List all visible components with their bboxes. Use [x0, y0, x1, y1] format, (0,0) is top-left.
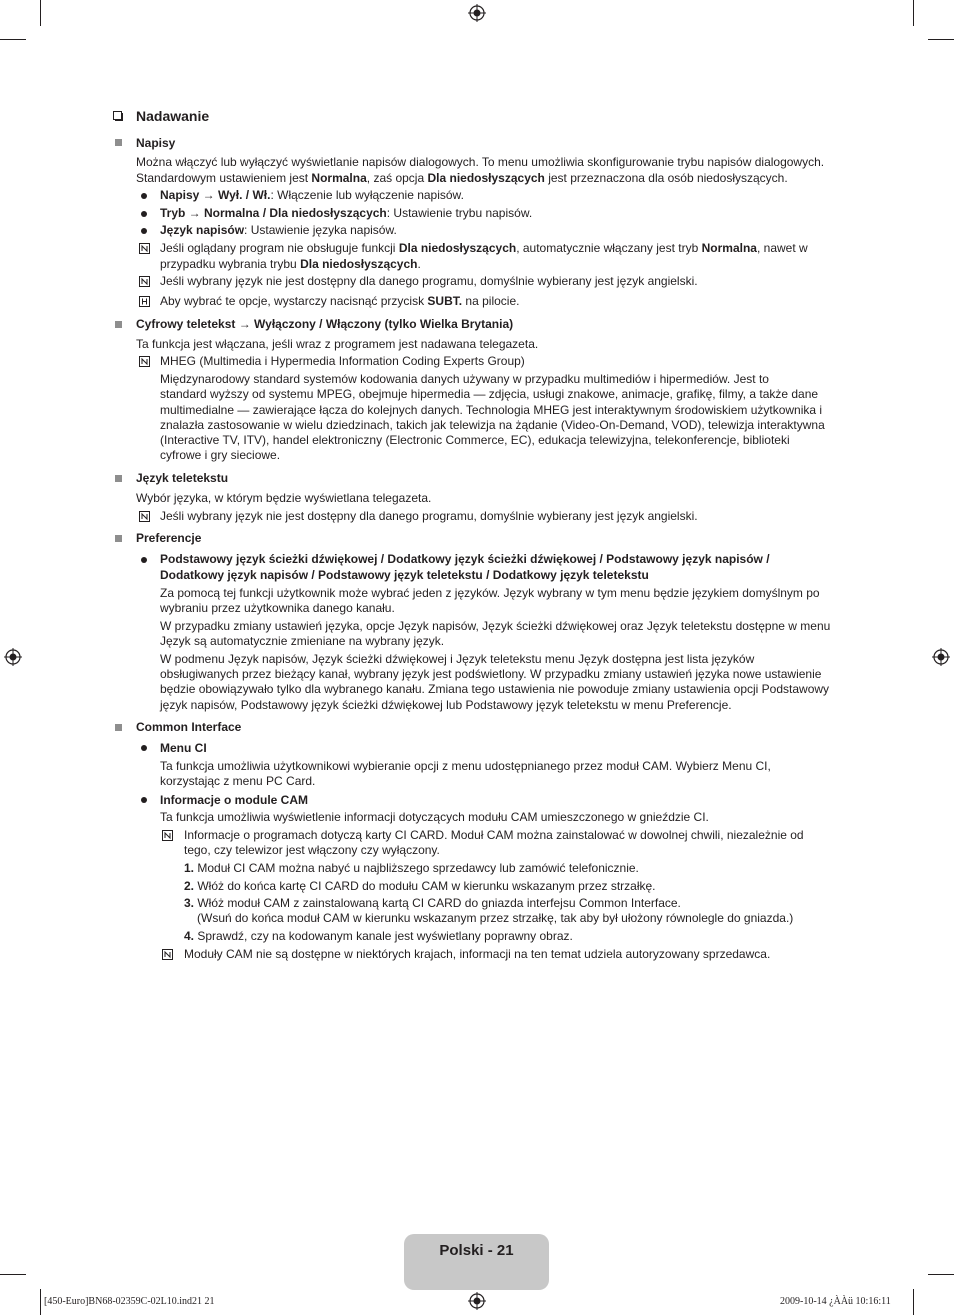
- note-text: tego, czy telewizor jest włączony czy wyłączony.: [184, 843, 440, 857]
- remote-button-icon: [139, 296, 150, 307]
- paragraph-line: Ta funkcja umożliwia użytkownikowi wybieranie opcji z menu udostępnianego przez moduł CAM. Wybierz Menu CI,: [160, 759, 771, 773]
- step-item-continuation: (Wsuń do końca moduł CAM w kierunku wskazanym przez strzałkę, tak aby był ułożony równolegle do gniazda.): [197, 911, 794, 925]
- paragraph-line: będzie obowiązywało tylko dla wybranego kanału. Zmiana tego ustawienia nie powoduje zmiany ustawienia opcji Podstawowy: [160, 682, 830, 696]
- bullet-icon: [141, 797, 147, 803]
- note-text: Moduły CAM nie są dostępne w niektórych krajach, informacji na ten temat udziela autoryzowany sprzedawca.: [184, 947, 771, 961]
- square-bullet-icon: [115, 475, 122, 482]
- bullet-icon: [141, 745, 147, 751]
- napisy-intro: Można włączyć lub wyłączyć wyświetlanie napisów dialogowych. To menu umożliwia skonfigurowanie trybu napisów dialogowych.: [136, 155, 825, 169]
- teletext-heading: Cyfrowy teletekst → Wyłączony / Włączony (tylko Wielka Brytania): [136, 317, 514, 331]
- list-item: Dodatkowy język napisów / Podstawowy język teletekstu / Dodatkowy język teletekstu: [160, 568, 649, 582]
- menu-ci-heading: Menu CI: [160, 741, 207, 755]
- paragraph-line: W przypadku zmiany ustawień języka, opcje Język napisów, Język ścieżki dźwiękowej oraz Język teletekstu dostępne w menu: [160, 619, 831, 633]
- ci-heading: Common Interface: [136, 720, 242, 734]
- list-item: Podstawowy język ścieżki dźwiękowej / Dodatkowy język ścieżki dźwiękowej / Podstawowy język napisów /: [160, 552, 770, 566]
- paragraph-line: obsługiwanych przez bieżący kanał, wybrany język jest podświetlony. W przypadku zmiany ustawień języka nowe ustawienie: [160, 667, 822, 681]
- lang-teletext-heading: Język teletekstu: [136, 471, 229, 485]
- note-text: Jeśli wybrany język nie jest dostępny dla danego programu, domyślnie wybierany jest język angielski.: [160, 509, 698, 523]
- note-icon: [139, 356, 150, 367]
- paragraph-line: Międzynarodowy standard systemów kodowania danych używany w przypadku multimediów i hipermediów. Jest to: [160, 372, 769, 386]
- registration-mark-icon: [468, 4, 486, 22]
- paragraph-line: Za pomocą tej funkcji użytkownik może wybrać jeden z języków. Język wybrany w tym menu będzie językiem domyślnym po: [160, 586, 820, 600]
- paragraph-line: Ta funkcja umożliwia wyświetlenie informacji dotyczących modułu CAM umieszczonego w gnieździe CI.: [160, 810, 709, 824]
- paragraph-line: korzystając z menu PC Card.: [160, 774, 316, 788]
- lang-teletext-intro: Wybór języka, w którym będzie wyświetlana telegazeta.: [136, 491, 432, 505]
- crop-mark: [40, 1289, 41, 1315]
- note-text: MHEG (Multimedia i Hypermedia Information Coding Experts Group): [160, 354, 525, 368]
- bullet-icon: [141, 211, 147, 217]
- crop-mark: [0, 39, 26, 40]
- step-item: 4. Sprawdź, czy na kodowanym kanale jest wyświetlany poprawny obraz.: [184, 929, 573, 943]
- note-text: Aby wybrać te opcje, wystarczy nacisnąć przycisk SUBT. na pilocie.: [160, 294, 520, 308]
- section-title: Nadawanie: [136, 108, 210, 124]
- crop-mark: [913, 1289, 914, 1315]
- bullet-icon: [141, 228, 147, 234]
- napisy-intro-line2: Standardowym ustawieniem jest Normalna, zaś opcja Dla niedosłyszących jest przeznaczona dla osób niedosłyszących.: [136, 171, 788, 185]
- note-icon: [139, 276, 150, 287]
- note-text: Jeśli wybrany język nie jest dostępny dla danego programu, domyślnie wybierany jest język angielski.: [160, 274, 698, 288]
- bullet-icon: [141, 193, 147, 199]
- registration-mark-icon: [932, 648, 950, 666]
- paragraph-line: W podmenu Język napisów, Język ścieżki dźwiękowej i Język teletekstu menu Język dostępna jest lista języków: [160, 652, 755, 666]
- paragraph-line: język napisów, Podstawowy język ścieżki dźwiękowej lub Podstawowy język teletekstu w menu Preferencje.: [160, 698, 732, 712]
- list-item: Napisy → Wył. / Wł.: Włączenie lub wyłączenie napisów.: [160, 188, 464, 202]
- square-bullet-icon: [115, 724, 122, 731]
- paragraph-line: wybraniu przez użytkownika danego kanału.: [160, 601, 395, 615]
- note-text: przypadku wybrania trybu Dla niedosłyszących.: [160, 257, 421, 271]
- napisy-heading: Napisy: [136, 136, 176, 150]
- crop-mark: [913, 0, 914, 26]
- registration-mark-icon: [468, 1292, 486, 1310]
- footer-file-slug: [450-Euro]BN68-02359C-02L10.ind21 21: [44, 1296, 215, 1307]
- crop-mark: [928, 39, 954, 40]
- crop-mark: [928, 1274, 954, 1275]
- list-item: Język napisów: Ustawienie języka napisów.: [160, 223, 397, 237]
- note-text: Jeśli oglądany program nie obsługuje funkcji Dla niedosłyszących, automatycznie włączany jest tryb Normalna, nawet w: [160, 241, 808, 255]
- paragraph-line: znalazła zastosowanie w wielu dziedzinach, takich jak telewizja na żądanie (Video-On-Demand, VOD), telewizja interaktywna: [160, 418, 825, 432]
- footer-timestamp: 2009-10-14 ¿ÀÀü 10:16:11: [780, 1296, 891, 1307]
- note-icon: [139, 511, 150, 522]
- paragraph-line: (Interactive TV, ITV), handel elektroniczny (Electronic Commerce, EC), edukacja telewizyjna, telekonferencje, biblioteki: [160, 433, 790, 447]
- paragraph-line: multimedialne — zawierające łącza do kolejnych danych. Technologia MHEG jest interaktywnym środowiskiem użytkownika i: [160, 403, 823, 417]
- registration-mark-icon: [4, 648, 22, 666]
- teletext-intro: Ta funkcja jest włączana, jeśli wraz z programem jest nadawana telegazeta.: [136, 337, 539, 351]
- paragraph-line: cyfrowe i gry sieciowe.: [160, 448, 281, 462]
- square-bullet-icon: [115, 321, 122, 328]
- bullet-icon: [141, 557, 147, 563]
- paragraph-line: standard wyższy od systemu MPEG, obejmuje hipermedia — zdjęcia, usługi znakowe, animacje, grafikę, filmy, a także dane: [160, 387, 819, 401]
- square-bullet-icon: [115, 535, 122, 542]
- step-item: 3. Włóż moduł CAM z zainstalowaną kartą CI CARD do gniazda interfejsu Common Interface.: [184, 896, 681, 910]
- step-item: 2. Włóż do końca kartę CI CARD do modułu CAM w kierunku wskazanym przez strzałkę.: [184, 879, 656, 893]
- note-icon: [139, 243, 150, 254]
- pref-heading: Preferencje: [136, 531, 202, 545]
- square-bullet-icon: [115, 139, 122, 146]
- note-icon: [162, 830, 173, 841]
- note-text: Informacje o programach dotyczą karty CI CARD. Moduł CAM można zainstalować w dowolnej chwili, niezależnie od: [184, 828, 804, 842]
- step-item: 1. Moduł CI CAM można nabyć u najbliższego sprzedawcy lub zamówić telefonicznie.: [184, 861, 639, 875]
- paragraph-line: Język są automatycznie zmieniane na wybrany język.: [160, 634, 445, 648]
- crop-mark: [40, 0, 41, 26]
- page-number: Polski - 21: [439, 1242, 514, 1259]
- checkbox-bullet-icon: [113, 111, 124, 122]
- crop-mark: [0, 1274, 26, 1275]
- list-item: Tryb → Normalna / Dla niedosłyszących: Ustawienie trybu napisów.: [160, 206, 533, 220]
- note-icon: [162, 949, 173, 960]
- cam-info-heading: Informacje o module CAM: [160, 793, 309, 807]
